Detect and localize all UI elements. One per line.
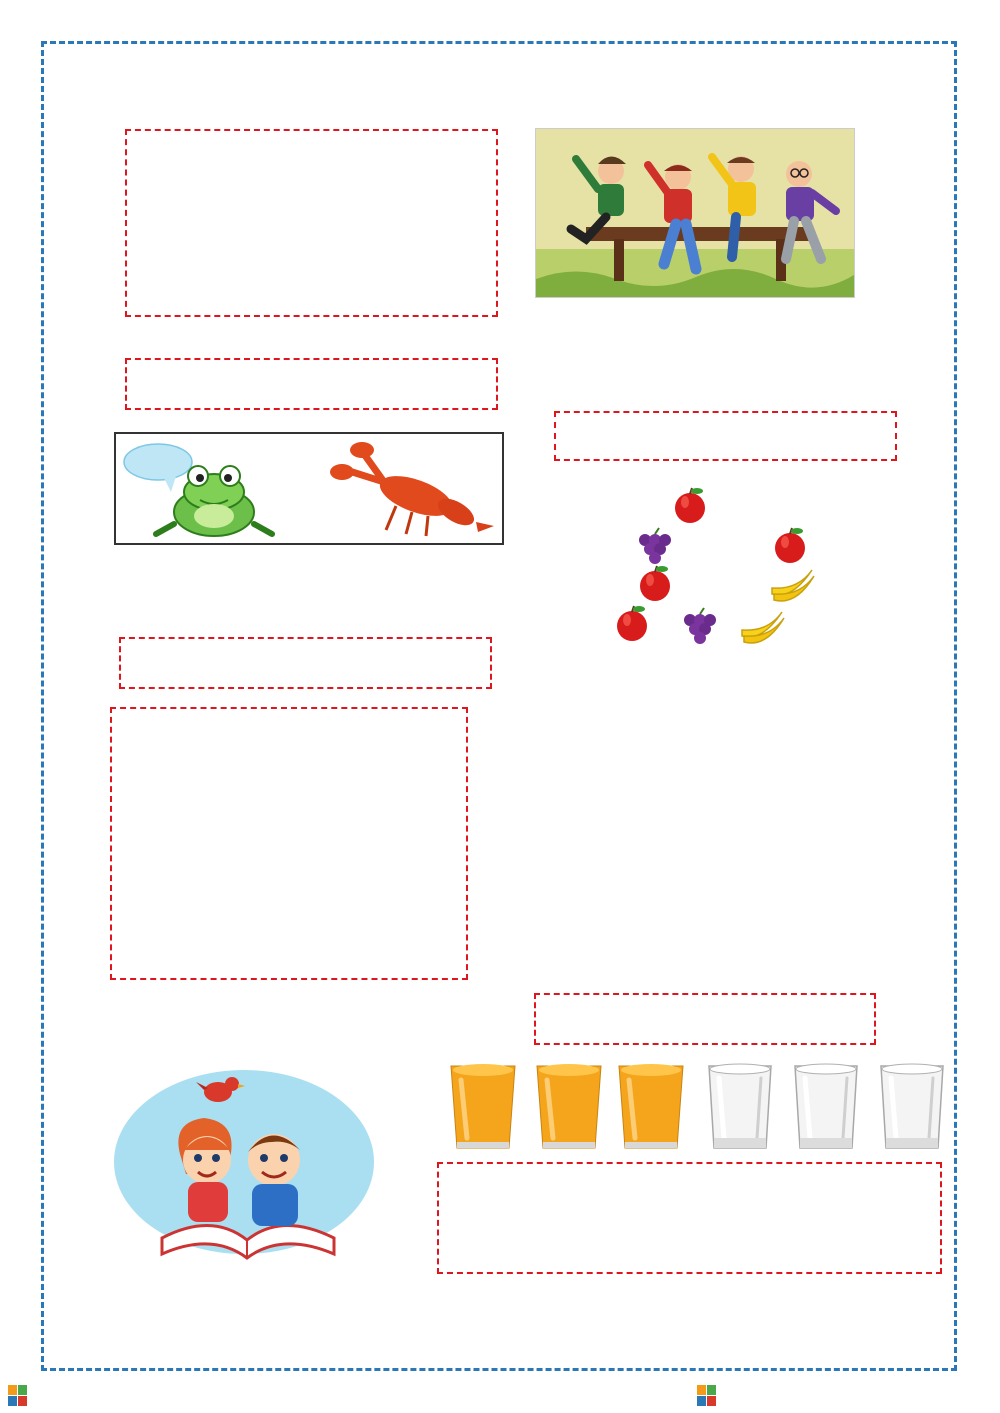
think-heading-box-2 <box>534 993 876 1045</box>
kids-reading-image <box>112 1062 382 1272</box>
think-heading-box <box>554 411 897 461</box>
rebus-heading-box <box>125 358 498 410</box>
rebus-image <box>114 432 504 545</box>
footer-logo-right[interactable] <box>697 1382 721 1410</box>
footer-logo-left[interactable] <box>8 1382 32 1410</box>
fruit-equations <box>600 486 860 646</box>
clue-7 <box>122 832 462 855</box>
glasses-row <box>445 1062 955 1152</box>
clue-2 <box>122 763 462 786</box>
clue-3 <box>122 786 462 832</box>
crossword-clues-box <box>110 707 468 980</box>
clue-1 <box>122 717 462 763</box>
crossword-heading-box <box>119 637 492 689</box>
task-box <box>125 129 498 317</box>
liveworksheets-logo-icon <box>8 1385 28 1407</box>
liveworksheets-logo-icon <box>697 1385 717 1407</box>
glasses-task-box <box>437 1162 942 1274</box>
kids-on-bench-image <box>535 128 855 298</box>
